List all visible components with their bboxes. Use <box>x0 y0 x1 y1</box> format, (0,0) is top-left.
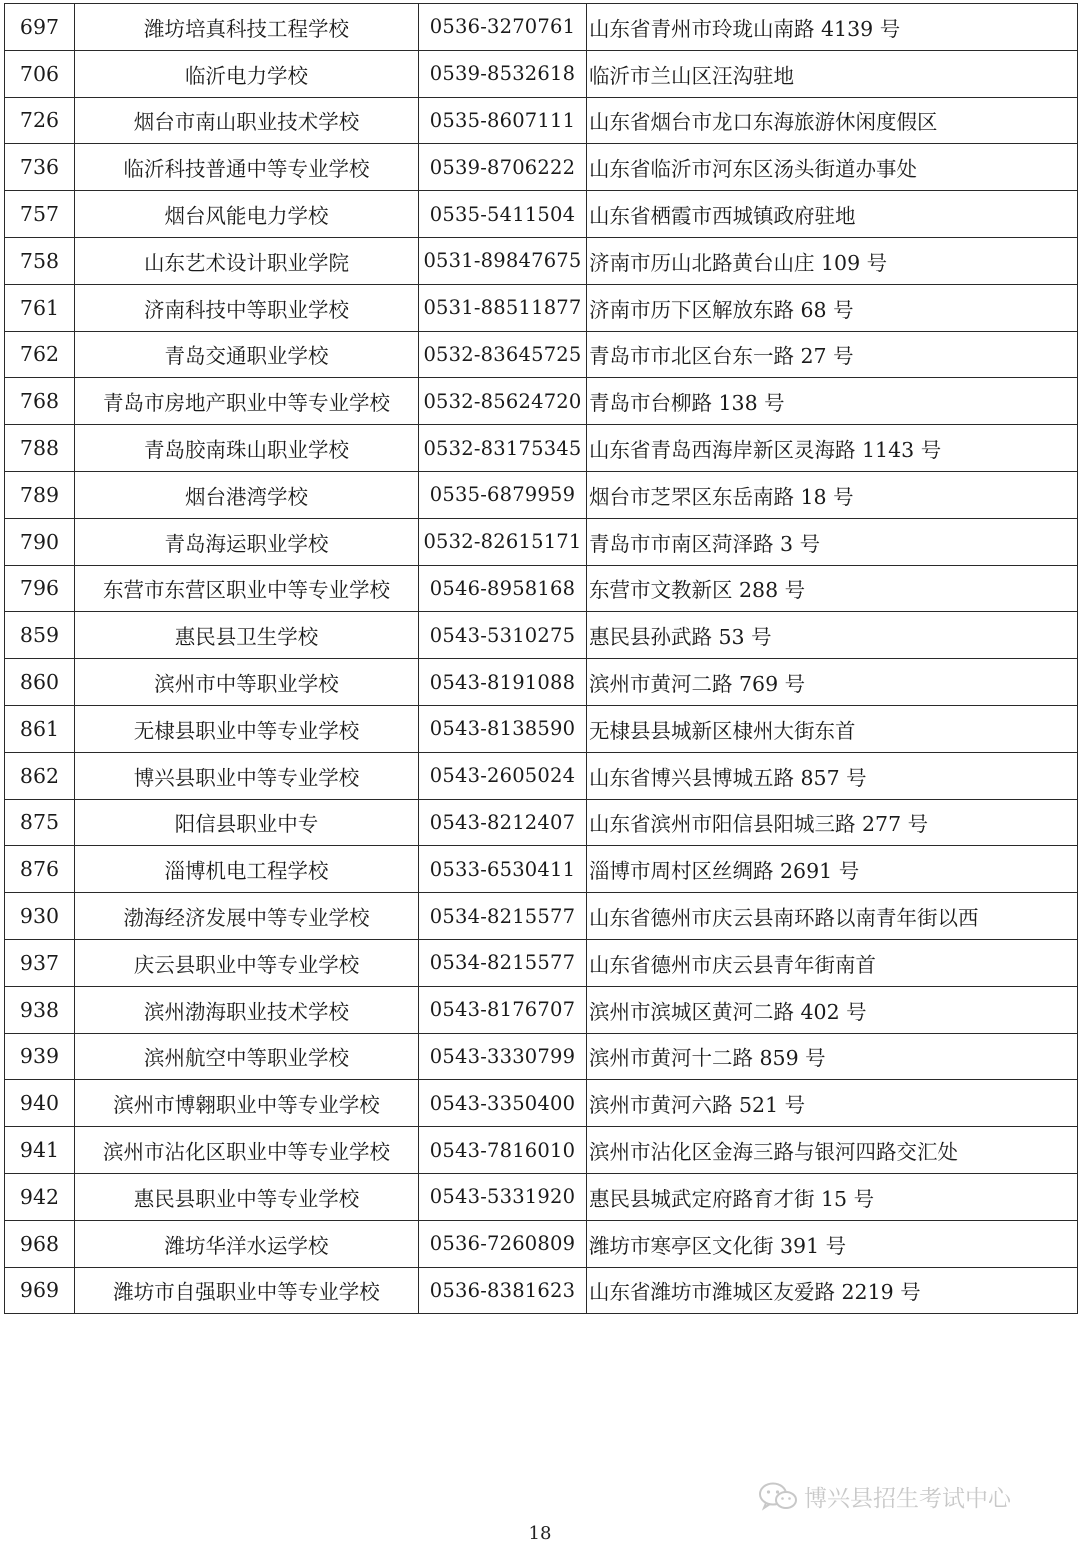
phone-cell: 0531-88511877 <box>419 284 587 331</box>
address-cell: 青岛市台柳路 138 号 <box>587 378 1078 425</box>
school-code-cell: 768 <box>5 378 75 425</box>
phone-cell: 0539-8706222 <box>419 144 587 191</box>
school-name-cell: 青岛交通职业学校 <box>75 331 419 378</box>
address-cell: 山东省潍坊市潍城区友爱路 2219 号 <box>587 1267 1078 1314</box>
school-code-cell: 862 <box>5 752 75 799</box>
address-cell: 潍坊市寒亭区文化街 391 号 <box>587 1220 1078 1267</box>
school-code-cell: 762 <box>5 331 75 378</box>
school-code-cell: 726 <box>5 97 75 144</box>
address-cell: 青岛市市北区台东一路 27 号 <box>587 331 1078 378</box>
table-row <box>5 1267 1078 1314</box>
school-name-cell: 滨州渤海职业技术学校 <box>75 986 419 1033</box>
address-cell: 东营市文教新区 288 号 <box>587 565 1078 612</box>
address-cell: 惠民县孙武路 53 号 <box>587 612 1078 659</box>
address-cell: 惠民县城武定府路育才街 15 号 <box>587 1173 1078 1220</box>
phone-cell: 0543-3330799 <box>419 1033 587 1080</box>
school-name-cell: 渤海经济发展中等专业学校 <box>75 893 419 940</box>
school-code-cell: 861 <box>5 705 75 752</box>
school-code-cell: 941 <box>5 1127 75 1174</box>
phone-cell: 0535-8607111 <box>419 97 587 144</box>
table-row <box>5 1033 1078 1080</box>
school-code-cell: 860 <box>5 659 75 706</box>
address-cell: 济南市历山北路黄台山庄 109 号 <box>587 237 1078 284</box>
school-code-cell: 706 <box>5 50 75 97</box>
school-name-cell: 淄博机电工程学校 <box>75 846 419 893</box>
school-name-cell: 山东艺术设计职业学院 <box>75 237 419 284</box>
school-name-cell: 临沂科技普通中等专业学校 <box>75 144 419 191</box>
phone-cell: 0543-8212407 <box>419 799 587 846</box>
school-name-cell: 滨州航空中等职业学校 <box>75 1033 419 1080</box>
table-row <box>5 1080 1078 1127</box>
school-name-cell: 烟台港湾学校 <box>75 471 419 518</box>
school-code-cell: 697 <box>5 4 75 51</box>
table-row <box>5 4 1078 51</box>
table-row <box>5 612 1078 659</box>
school-name-cell: 阳信县职业中专 <box>75 799 419 846</box>
school-code-cell: 757 <box>5 191 75 238</box>
table-row <box>5 565 1078 612</box>
school-code-cell: 939 <box>5 1033 75 1080</box>
table-row <box>5 846 1078 893</box>
school-code-cell: 761 <box>5 284 75 331</box>
school-code-cell: 875 <box>5 799 75 846</box>
address-cell: 滨州市沾化区金海三路与银河四路交汇处 <box>587 1127 1078 1174</box>
school-name-cell: 博兴县职业中等专业学校 <box>75 752 419 799</box>
school-name-cell: 滨州市中等职业学校 <box>75 659 419 706</box>
phone-cell: 0543-8176707 <box>419 986 587 1033</box>
address-cell: 临沂市兰山区汪沟驻地 <box>587 50 1078 97</box>
address-cell: 山东省栖霞市西城镇政府驻地 <box>587 191 1078 238</box>
phone-cell: 0531-89847675 <box>419 237 587 284</box>
school-name-cell: 烟台风能电力学校 <box>75 191 419 238</box>
school-code-cell: 788 <box>5 425 75 472</box>
address-cell: 山东省滨州市阳信县阳城三路 277 号 <box>587 799 1078 846</box>
school-name-cell: 潍坊华洋水运学校 <box>75 1220 419 1267</box>
school-code-cell: 942 <box>5 1173 75 1220</box>
address-cell: 青岛市市南区菏泽路 3 号 <box>587 518 1078 565</box>
address-cell: 山东省德州市庆云县南环路以南青年街以西 <box>587 893 1078 940</box>
school-name-cell: 济南科技中等职业学校 <box>75 284 419 331</box>
school-name-cell: 滨州市沾化区职业中等专业学校 <box>75 1127 419 1174</box>
table-row <box>5 191 1078 238</box>
school-code-cell: 938 <box>5 986 75 1033</box>
school-name-cell: 青岛胶南珠山职业学校 <box>75 425 419 472</box>
address-cell: 济南市历下区解放东路 68 号 <box>587 284 1078 331</box>
table-row <box>5 331 1078 378</box>
table-row <box>5 752 1078 799</box>
school-name-cell: 青岛市房地产职业中等专业学校 <box>75 378 419 425</box>
phone-cell: 0543-2605024 <box>419 752 587 799</box>
table-row <box>5 659 1078 706</box>
school-code-cell: 736 <box>5 144 75 191</box>
school-name-cell: 东营市东营区职业中等专业学校 <box>75 565 419 612</box>
address-cell: 滨州市黄河六路 521 号 <box>587 1080 1078 1127</box>
table-row <box>5 939 1078 986</box>
table-row <box>5 893 1078 940</box>
address-cell: 无棣县县城新区棣州大街东首 <box>587 705 1078 752</box>
address-cell: 山东省烟台市龙口东海旅游休闲度假区 <box>587 97 1078 144</box>
school-code-cell: 968 <box>5 1220 75 1267</box>
phone-cell: 0532-82615171 <box>419 518 587 565</box>
school-code-cell: 876 <box>5 846 75 893</box>
school-code-cell: 930 <box>5 893 75 940</box>
address-cell: 山东省博兴县博城五路 857 号 <box>587 752 1078 799</box>
phone-cell: 0534-8215577 <box>419 939 587 986</box>
phone-cell: 0536-3270761 <box>419 4 587 51</box>
school-name-cell: 潍坊培真科技工程学校 <box>75 4 419 51</box>
phone-cell: 0535-5411504 <box>419 191 587 238</box>
table-row <box>5 1220 1078 1267</box>
phone-cell: 0546-8958168 <box>419 565 587 612</box>
phone-cell: 0533-6530411 <box>419 846 587 893</box>
table-row <box>5 284 1078 331</box>
table-row <box>5 144 1078 191</box>
phone-cell: 0543-8138590 <box>419 705 587 752</box>
school-code-cell: 758 <box>5 237 75 284</box>
phone-cell: 0543-5310275 <box>419 612 587 659</box>
school-name-cell: 临沂电力学校 <box>75 50 419 97</box>
table-row <box>5 471 1078 518</box>
school-code-cell: 940 <box>5 1080 75 1127</box>
school-code-cell: 969 <box>5 1267 75 1314</box>
phone-cell: 0532-83645725 <box>419 331 587 378</box>
table-row <box>5 1127 1078 1174</box>
school-code-cell: 796 <box>5 565 75 612</box>
wechat-icon <box>758 1482 798 1512</box>
table-row <box>5 705 1078 752</box>
phone-cell: 0535-6879959 <box>419 471 587 518</box>
school-code-cell: 790 <box>5 518 75 565</box>
address-cell: 山东省青岛西海岸新区灵海路 1143 号 <box>587 425 1078 472</box>
address-cell: 淄博市周村区丝绸路 2691 号 <box>587 846 1078 893</box>
address-cell: 滨州市黄河十二路 859 号 <box>587 1033 1078 1080</box>
table-row <box>5 97 1078 144</box>
school-table-body <box>5 4 1078 1314</box>
phone-cell: 0532-85624720 <box>419 378 587 425</box>
school-name-cell: 烟台市南山职业技术学校 <box>75 97 419 144</box>
phone-cell: 0543-7816010 <box>419 1127 587 1174</box>
school-code-cell: 789 <box>5 471 75 518</box>
school-table <box>4 3 1078 1314</box>
phone-cell: 0539-8532618 <box>419 50 587 97</box>
phone-cell: 0532-83175345 <box>419 425 587 472</box>
address-cell: 山东省临沂市河东区汤头街道办事处 <box>587 144 1078 191</box>
table-row <box>5 799 1078 846</box>
watermark-text: 博兴县招生考试中心 <box>804 1486 1011 1512</box>
school-name-cell: 庆云县职业中等专业学校 <box>75 939 419 986</box>
phone-cell: 0543-8191088 <box>419 659 587 706</box>
phone-cell: 0536-7260809 <box>419 1220 587 1267</box>
phone-cell: 0543-3350400 <box>419 1080 587 1127</box>
school-name-cell: 青岛海运职业学校 <box>75 518 419 565</box>
page-number: 18 <box>528 1523 552 1544</box>
phone-cell: 0534-8215577 <box>419 893 587 940</box>
school-name-cell: 惠民县卫生学校 <box>75 612 419 659</box>
table-row <box>5 986 1078 1033</box>
table-row <box>5 425 1078 472</box>
school-name-cell: 惠民县职业中等专业学校 <box>75 1173 419 1220</box>
phone-cell: 0543-5331920 <box>419 1173 587 1220</box>
table-row <box>5 50 1078 97</box>
school-name-cell: 潍坊市自强职业中等专业学校 <box>75 1267 419 1314</box>
school-code-cell: 859 <box>5 612 75 659</box>
table-row <box>5 1173 1078 1220</box>
address-cell: 烟台市芝罘区东岳南路 18 号 <box>587 471 1078 518</box>
address-cell: 山东省德州市庆云县青年街南首 <box>587 939 1078 986</box>
school-table-container <box>4 3 1077 1314</box>
table-row <box>5 518 1078 565</box>
phone-cell: 0536-8381623 <box>419 1267 587 1314</box>
watermark <box>758 1480 1011 1513</box>
school-name-cell: 滨州市博翱职业中等专业学校 <box>75 1080 419 1127</box>
school-code-cell: 937 <box>5 939 75 986</box>
table-row <box>5 237 1078 284</box>
table-row <box>5 378 1078 425</box>
school-name-cell: 无棣县职业中等专业学校 <box>75 705 419 752</box>
address-cell: 山东省青州市玲珑山南路 4139 号 <box>587 4 1078 51</box>
address-cell: 滨州市滨城区黄河二路 402 号 <box>587 986 1078 1033</box>
address-cell: 滨州市黄河二路 769 号 <box>587 659 1078 706</box>
